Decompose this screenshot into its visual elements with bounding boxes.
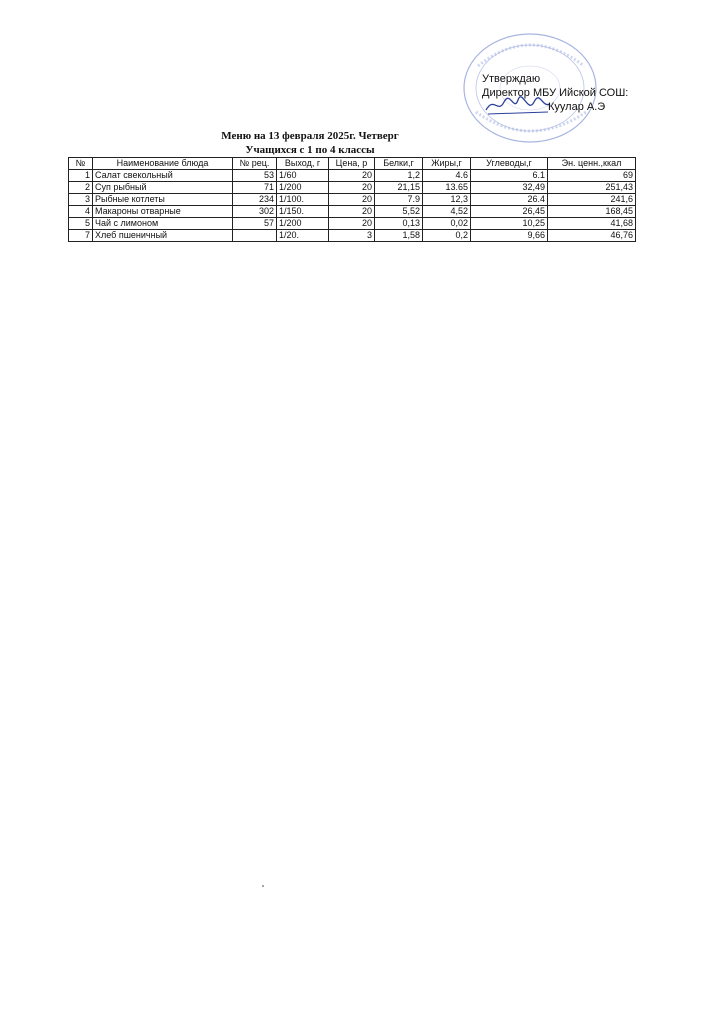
cell-recipe: [233, 230, 277, 242]
cell-energy: 46,76: [548, 230, 636, 242]
cell-dish: Чай с лимоном: [93, 218, 233, 230]
header-protein: Белки,г: [375, 158, 423, 170]
header-fat: Жиры,г: [423, 158, 471, 170]
cell-fat: 0,2: [423, 230, 471, 242]
menu-subtitle: Учащихся с 1 по 4 классы: [245, 144, 375, 156]
director-name: Куулар А.Э: [548, 101, 606, 113]
cell-recipe: 234: [233, 194, 277, 206]
header-dish: Наименование блюда: [93, 158, 233, 170]
header-energy: Эн. ценн.,ккал: [548, 158, 636, 170]
cell-portion: 1/200: [277, 218, 329, 230]
cell-fat: 4.6: [423, 170, 471, 182]
cell-price: 20: [329, 170, 375, 182]
cell-carbs: 10,25: [471, 218, 548, 230]
cell-price: 20: [329, 194, 375, 206]
cell-portion: 1/60: [277, 170, 329, 182]
cell-fat: 4,52: [423, 206, 471, 218]
cell-protein: 7.9: [375, 194, 423, 206]
cell-dish: Салат свекольный: [93, 170, 233, 182]
cell-energy: 69: [548, 170, 636, 182]
table-row: [69, 182, 636, 194]
table-row: [69, 218, 636, 230]
cell-portion: 1/200: [277, 182, 329, 194]
cell-number: 5: [69, 218, 93, 230]
scan-speck: [262, 885, 264, 887]
cell-carbs: 9,66: [471, 230, 548, 242]
cell-number: 2: [69, 182, 93, 194]
cell-recipe: 57: [233, 218, 277, 230]
cell-energy: 41,68: [548, 218, 636, 230]
cell-number: 3: [69, 194, 93, 206]
cell-protein: 1,58: [375, 230, 423, 242]
director-title: Директор МБУ Ийской СОШ:: [482, 87, 629, 99]
cell-carbs: 6.1: [471, 170, 548, 182]
cell-portion: 1/20.: [277, 230, 329, 242]
table-row: [69, 170, 636, 182]
cell-fat: 13.65: [423, 182, 471, 194]
cell-portion: 1/100.: [277, 194, 329, 206]
cell-price: 3: [329, 230, 375, 242]
cell-carbs: 26.4: [471, 194, 548, 206]
cell-dish: Макароны отварные: [93, 206, 233, 218]
table-header-row: [69, 158, 636, 170]
header-portion: Выход, г: [277, 158, 329, 170]
cell-energy: 168,45: [548, 206, 636, 218]
cell-number: 7: [69, 230, 93, 242]
header-number: №: [69, 158, 93, 170]
cell-fat: 12,3: [423, 194, 471, 206]
cell-dish: Хлеб пшеничный: [93, 230, 233, 242]
cell-protein: 0,13: [375, 218, 423, 230]
header-carbs: Углеводы,г: [471, 158, 548, 170]
cell-number: 1: [69, 170, 93, 182]
menu-table: [68, 157, 636, 242]
table-row: [69, 194, 636, 206]
cell-protein: 21,15: [375, 182, 423, 194]
cell-price: 20: [329, 182, 375, 194]
cell-recipe: 302: [233, 206, 277, 218]
cell-carbs: 32,49: [471, 182, 548, 194]
cell-fat: 0,02: [423, 218, 471, 230]
table-row: [69, 206, 636, 218]
cell-recipe: 53: [233, 170, 277, 182]
cell-carbs: 26,45: [471, 206, 548, 218]
cell-portion: 1/150.: [277, 206, 329, 218]
header-price: Цена, р: [329, 158, 375, 170]
cell-number: 4: [69, 206, 93, 218]
header-recipe: № рец.: [233, 158, 277, 170]
approval-block: [482, 72, 628, 114]
cell-price: 20: [329, 206, 375, 218]
cell-recipe: 71: [233, 182, 277, 194]
menu-title: Меню на 13 февраля 2025г. Четверг: [221, 130, 399, 142]
cell-energy: 251,43: [548, 182, 636, 194]
cell-protein: 1,2: [375, 170, 423, 182]
approval-label: Утверждаю: [482, 73, 541, 85]
cell-energy: 241,6: [548, 194, 636, 206]
cell-protein: 5,52: [375, 206, 423, 218]
cell-dish: Суп рыбный: [93, 182, 233, 194]
cell-price: 20: [329, 218, 375, 230]
table-row: [69, 230, 636, 242]
cell-dish: Рыбные котлеты: [93, 194, 233, 206]
